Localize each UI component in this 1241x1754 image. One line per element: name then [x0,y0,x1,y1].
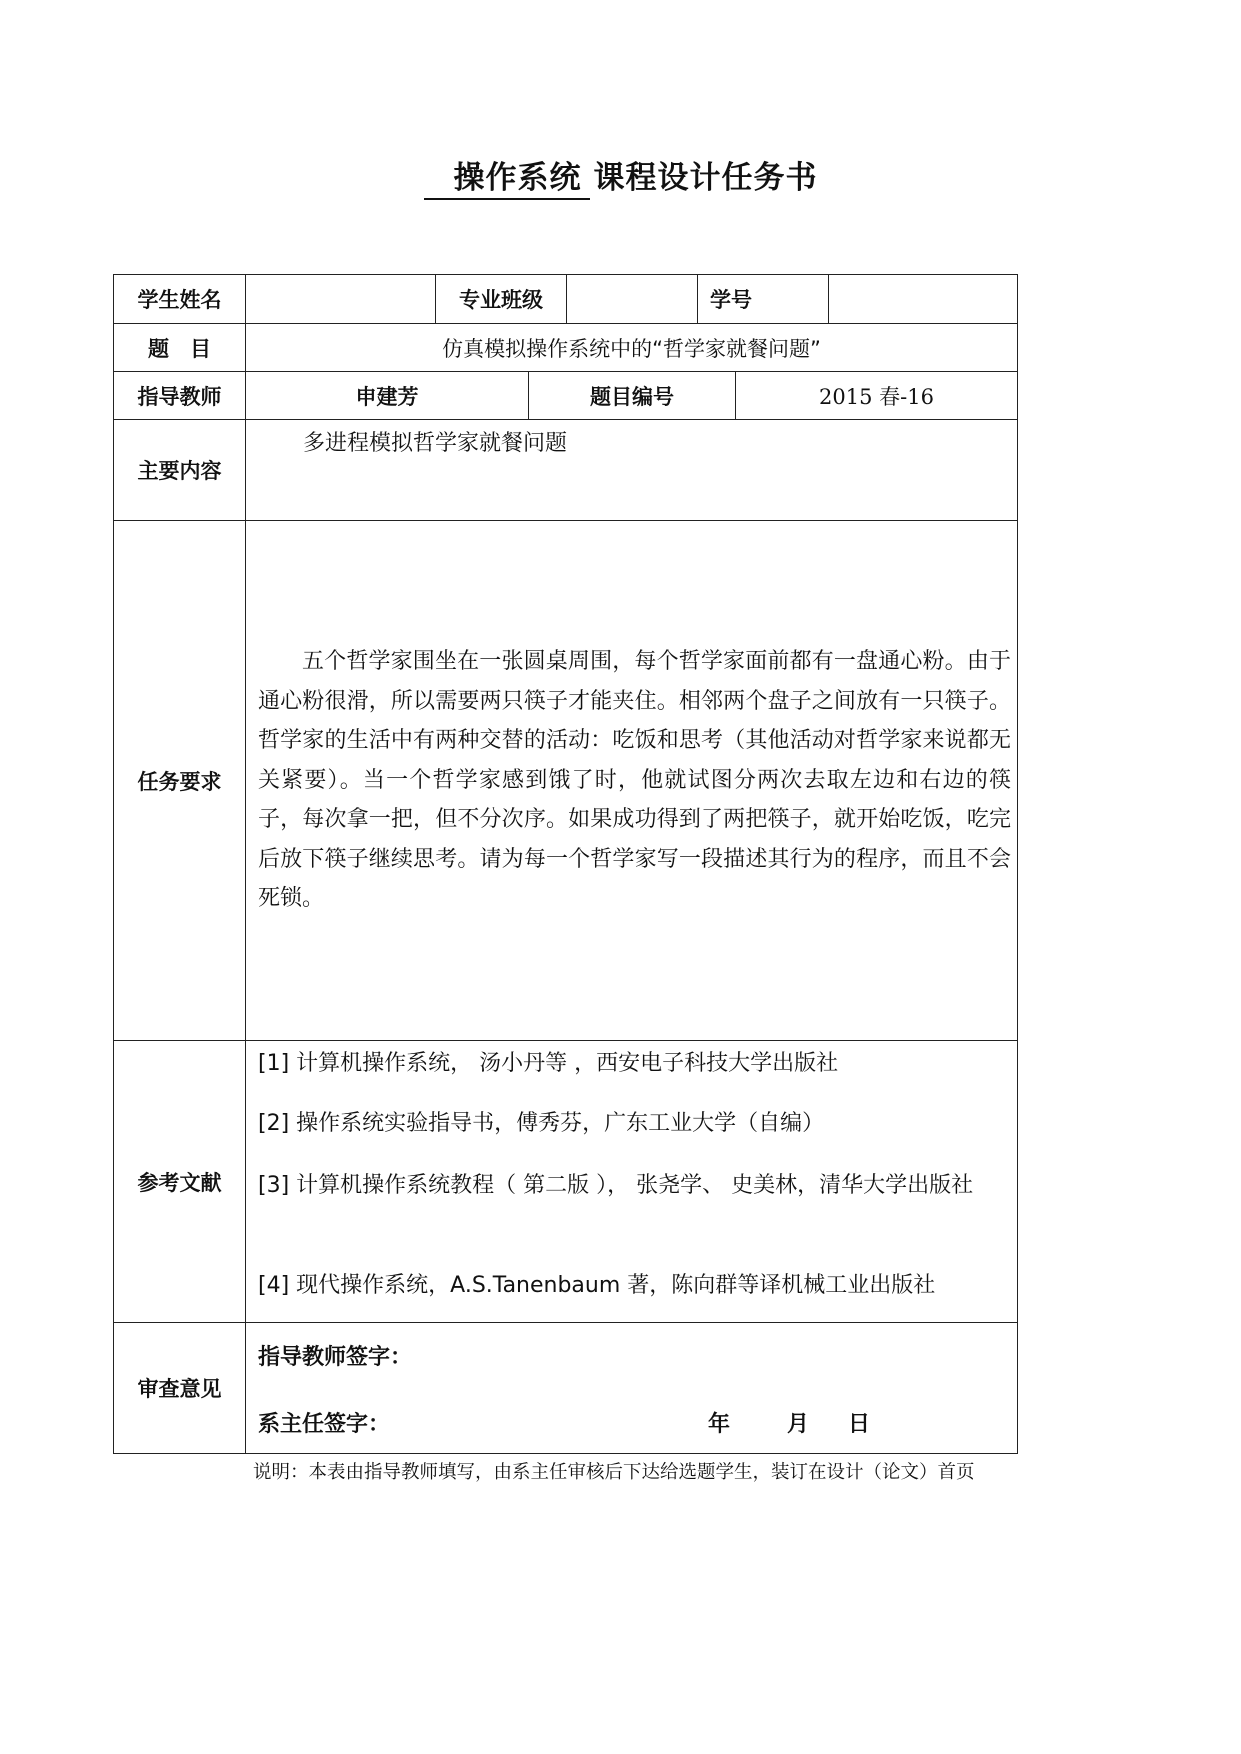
requirements-label: 任务要求 [137,769,222,794]
review-cell [245,1323,1017,1453]
major-class-field[interactable] [566,275,697,323]
row-student-info [114,275,1017,324]
date-day-label: 日 [848,1412,871,1437]
student-name-field[interactable] [245,275,435,323]
requirements-cell [245,521,1017,1040]
topic-number-value: 2015 春-16 [735,372,1017,419]
page-title [0,158,1241,200]
title-suffix: 课程设计任务书 [593,160,818,196]
review-label: 审查意见 [137,1377,222,1401]
course-name: 操作系统 [424,158,590,200]
topic-label: 题 目 [148,336,211,361]
references-cell [245,1041,1017,1322]
student-id-label: 学号 [697,275,828,323]
major-class-label: 专业班级 [435,275,566,323]
topic-value: 仿真模拟操作系统中的“哲学家就餐问题” [245,324,1017,371]
dept-head-signature-label: 系主任签字： [258,1412,391,1437]
row-topic [114,324,1017,372]
requirements-text: 五个哲学家围坐在一张圆桌周围，每个哲学家面前都有一盘通心粉。由于通心粉很滑，所以需要两只筷子才能夹住。相邻两个盘子之间放有一只筷子。哲学家的生活中有两种交替的活动：吃饭和思考（其他活动对哲学家来说都无关紧要）。当一个哲学家感到饿了时，他就试图分两次去取左边和右边的筷子，每次拿一把，但不分次序。如果成功得到了两把筷子，就开始吃饭，吃完后放下筷子继续思考。请为每一个哲学家写一段描述其行为的程序，而且不会死锁。 [258,649,1011,912]
row-requirements [114,521,1017,1041]
main-content-value: 多进程模拟哲学家就餐问题 [245,420,1017,520]
student-id-field[interactable] [828,275,1017,323]
row-references [114,1041,1017,1323]
task-form-table [113,274,1018,1454]
advisor-signature-label: 指导教师签字： [258,1345,413,1370]
reference-item: [2] 操作系统实验指导书，傅秀芬，广东工业大学（自编） [258,1111,825,1136]
row-advisor [114,372,1017,420]
footnote: 说明：本表由指导教师填写，由系主任审核后下达给选题学生，装订在设计（论文）首页 [253,1462,975,1483]
reference-item: [4] 现代操作系统，A.S.Tanenbaum 著，陈向群等译机械工业出版社 [258,1273,936,1298]
references-label: 参考文献 [137,1170,222,1195]
reference-item: [1] 计算机操作系统， 汤小丹等 ，西安电子科技大学出版社 [258,1051,839,1076]
topic-number-label: 题目编号 [528,372,735,419]
row-main-content [114,420,1017,521]
reference-item: [3] 计算机操作系统教程（ 第二版 ）， 张尧学、 史美林，清华大学出版社 [258,1173,974,1198]
date-month-label: 月 [787,1412,810,1437]
student-name-label: 学生姓名 [137,288,222,312]
main-content-label: 主要内容 [137,459,222,483]
row-review [114,1323,1017,1453]
advisor-label: 指导教师 [137,384,222,409]
advisor-name: 申建芳 [245,372,528,419]
date-year-label: 年 [708,1412,731,1437]
